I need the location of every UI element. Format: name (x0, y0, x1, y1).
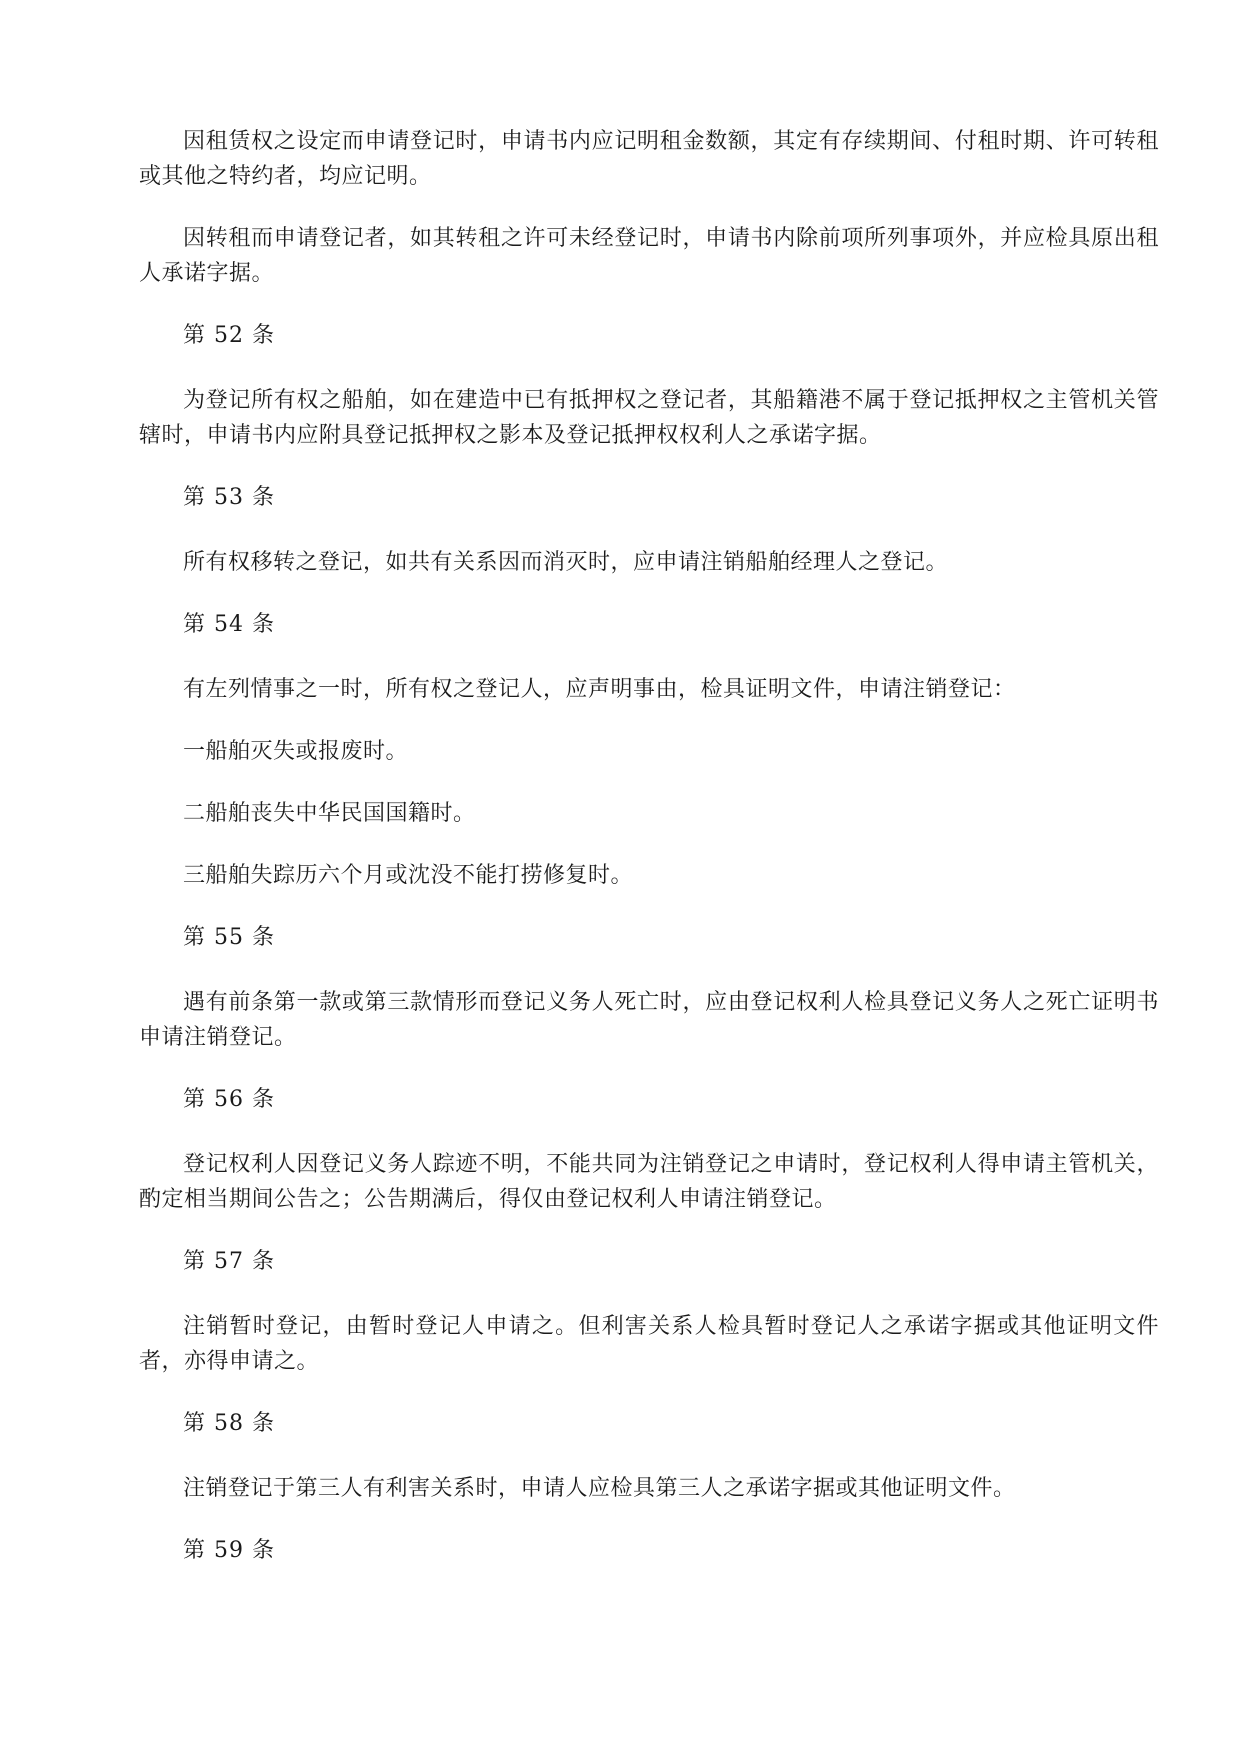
paragraph: 为登记所有权之船舶，如在建造中已有抵押权之登记者，其船籍港不属于登记抵押权之主管机关管辖时，申请书内应附具登记抵押权之影本及登记抵押权权利人之承诺字据。 (139, 388, 1159, 448)
paragraph: 有左列情事之一时，所有权之登记人，应声明事由，检具证明文件，申请注销登记： (183, 677, 1016, 702)
list-item: 二船舶丧失中华民国国籍时。 (183, 801, 476, 826)
article-heading: 第 54 条 (183, 612, 275, 637)
article-heading: 第 57 条 (183, 1249, 275, 1274)
article-heading: 第 52 条 (183, 323, 275, 348)
article-heading: 第 53 条 (183, 485, 275, 510)
list-item: 三船舶失踪历六个月或沈没不能打捞修复时。 (183, 863, 634, 888)
paragraph: 遇有前条第一款或第三款情形而登记义务人死亡时，应由登记权利人检具登记义务人之死亡证明书申请注销登记。 (139, 990, 1159, 1050)
article-heading: 第 56 条 (183, 1087, 275, 1112)
list-item: 一船舶灭失或报废时。 (183, 739, 409, 764)
paragraph: 因转租而申请登记者，如其转租之许可未经登记时，申请书内除前项所列事项外，并应检具原出租人承诺字据。 (139, 226, 1159, 286)
article-heading: 第 58 条 (183, 1411, 275, 1436)
document-page (139, 124, 1159, 1568)
paragraph: 登记权利人因登记义务人踪迹不明，不能共同为注销登记之申请时，登记权利人得申请主管机关，酌定相当期间公告之；公告期满后，得仅由登记权利人申请注销登记。 (139, 1152, 1159, 1212)
article-heading: 第 55 条 (183, 925, 275, 950)
paragraph: 注销暂时登记，由暂时登记人申请之。但利害关系人检具暂时登记人之承诺字据或其他证明文件者，亦得申请之。 (139, 1314, 1159, 1374)
paragraph: 注销登记于第三人有利害关系时，申请人应检具第三人之承诺字据或其他证明文件。 (183, 1476, 1016, 1501)
article-heading: 第 59 条 (183, 1538, 275, 1563)
paragraph: 因租赁权之设定而申请登记时，申请书内应记明租金数额，其定有存续期间、付租时期、许可转租或其他之特约者，均应记明。 (139, 129, 1159, 189)
paragraph: 所有权移转之登记，如共有关系因而消灭时，应申请注销船舶经理人之登记。 (183, 550, 949, 575)
